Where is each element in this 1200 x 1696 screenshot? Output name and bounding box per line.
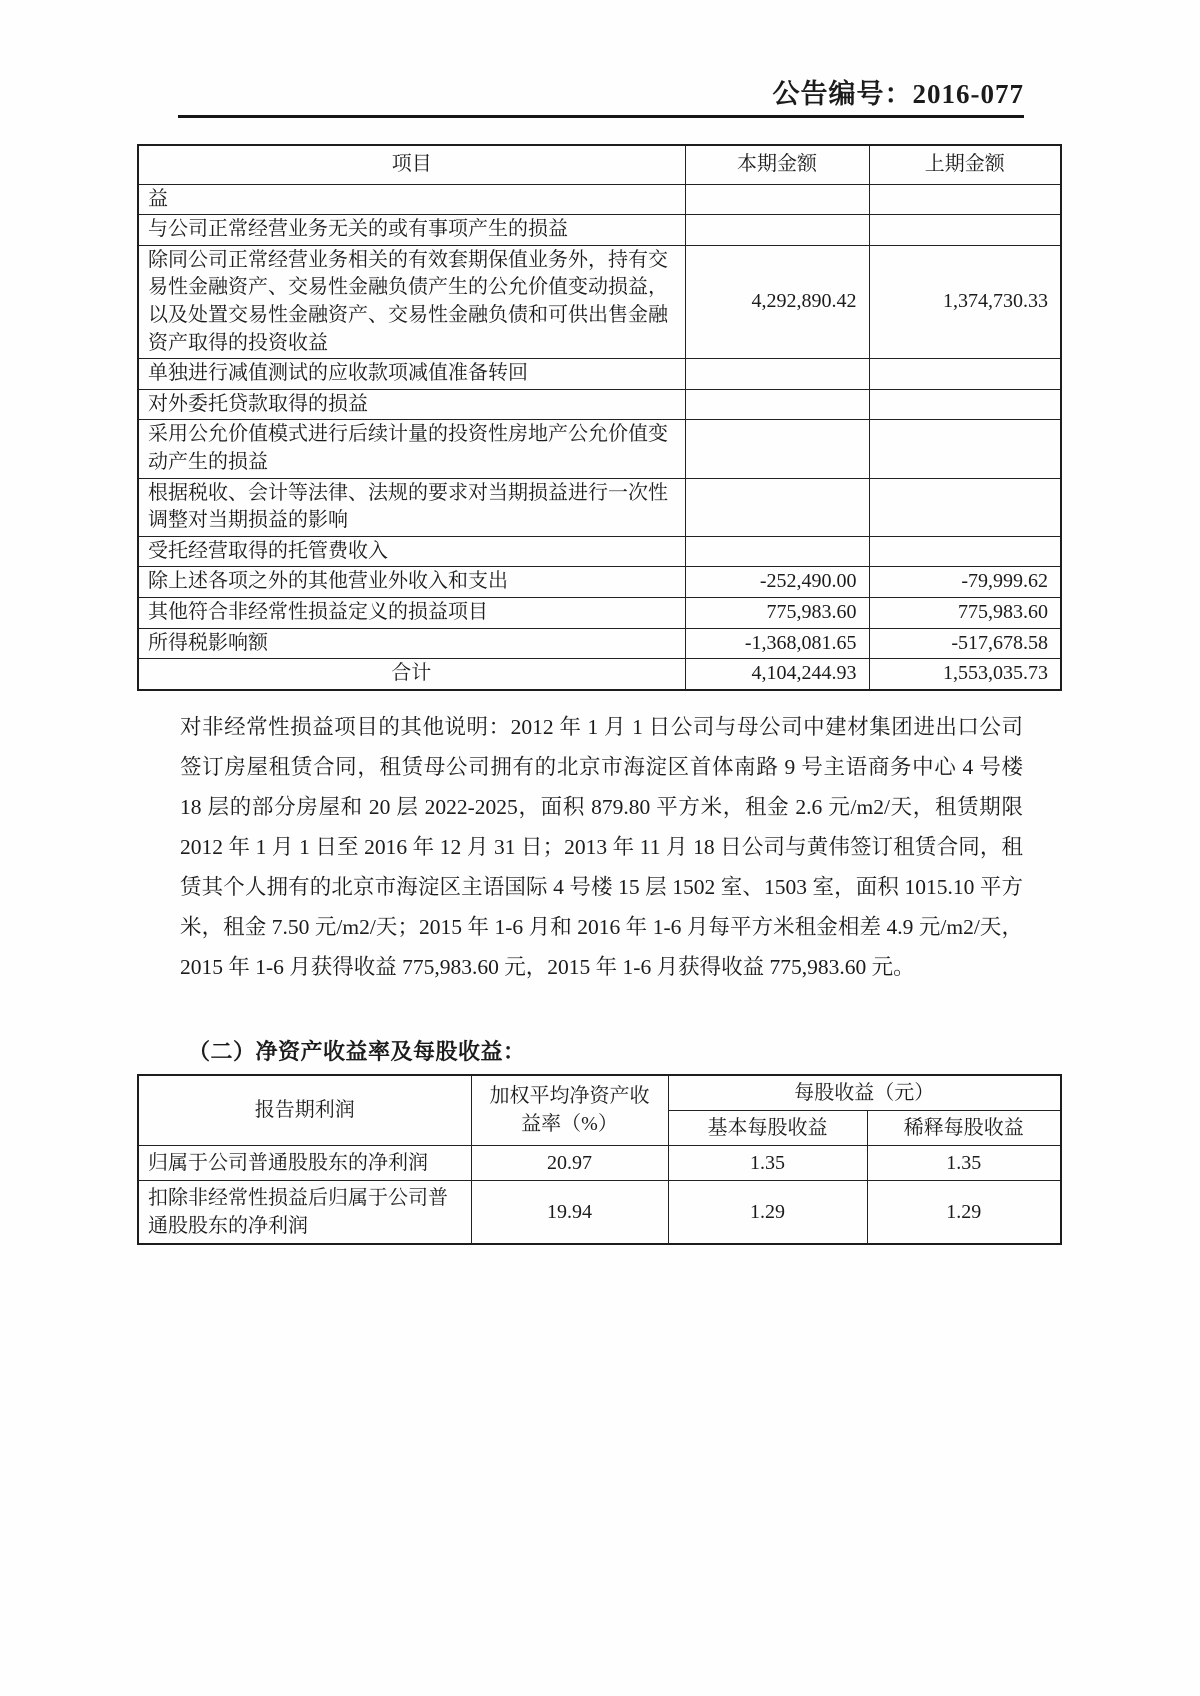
current-amount: 4,292,890.42 <box>685 245 869 358</box>
prior-amount <box>869 420 1061 478</box>
table-row <box>138 215 1061 246</box>
table-row <box>138 1145 1061 1180</box>
table-row <box>138 478 1061 536</box>
non-recurring-items-table <box>137 144 1062 691</box>
current-amount <box>685 389 869 420</box>
table-row <box>138 536 1061 567</box>
prior-amount: 775,983.60 <box>869 597 1061 628</box>
table2-header-row-1 <box>138 1075 1061 1111</box>
total-current-amount: 4,104,244.93 <box>685 659 869 690</box>
basic-eps-value: 1.35 <box>668 1145 867 1180</box>
item-label: 除同公司正常经营业务相关的有效套期保值业务外，持有交易性金融资产、交易性金融负债产生的公允价值变动损益，以及处置交易性金融资产、交易性金融负债和可供出售金融资产取得的投资收益 <box>138 245 685 358</box>
prior-amount <box>869 536 1061 567</box>
table2-col-header-profit: 报告期利润 <box>138 1075 471 1146</box>
table-row <box>138 420 1061 478</box>
item-label: 所得税影响额 <box>138 628 685 659</box>
note-paragraph: 对非经常性损益项目的其他说明：2012 年 1 月 1 日公司与母公司中建材集团进出口公司签订房屋租赁合同，租赁母公司拥有的北京市海淀区首体南路 9 号主语商务中心 4 号楼 18 层的部分房屋和 20 层 2022-2025，面积 879.80 平方米，租金 2.6 元/m2/天，租赁期限 2012 年 1 月 1 日至 2016 年 12 月 31 日；2013 年 11 月 18 日公司与黄伟签订租赁合同，租赁其个人拥有的北京市海淀区主语国际 4 号楼 15 层 1502 室、1503 室，面积 1015.10 平方米，租金 7.50 元/m2/天；2015 年 1-6 月和 2016 年 1-6 月每平方米租金相差 4.9 元/m2/天，2015 年 1-6 月获得收益 775,983.60 元，2015 年 1-6 月获得收益 775,983.60 元。 <box>180 714 1023 979</box>
table-row <box>138 567 1061 598</box>
table2-col-header-basic-eps: 基本每股收益 <box>668 1110 867 1145</box>
prior-amount <box>869 215 1061 246</box>
diluted-eps-value: 1.35 <box>867 1145 1061 1180</box>
prior-amount <box>869 359 1061 390</box>
item-label: 益 <box>138 184 685 215</box>
table1-header-row <box>138 145 1061 184</box>
total-label: 合计 <box>138 659 685 690</box>
roe-value: 19.94 <box>471 1180 668 1244</box>
row-label: 归属于公司普通股股东的净利润 <box>138 1145 471 1180</box>
prior-amount <box>869 389 1061 420</box>
table2-col-header-diluted-eps: 稀释每股收益 <box>867 1110 1061 1145</box>
item-label: 对外委托贷款取得的损益 <box>138 389 685 420</box>
table2-col-header-roe: 加权平均净资产收益率（%） <box>471 1075 668 1146</box>
current-amount: 775,983.60 <box>685 597 869 628</box>
table1-col-header-prior: 上期金额 <box>869 145 1061 184</box>
item-label: 受托经营取得的托管费收入 <box>138 536 685 567</box>
table2-group-header-eps: 每股收益（元） <box>668 1075 1061 1111</box>
current-amount <box>685 359 869 390</box>
row-label: 扣除非经常性损益后归属于公司普通股股东的净利润 <box>138 1180 471 1244</box>
doc-number: 公告编号：2016-077 <box>772 79 1024 109</box>
table-total-row <box>138 659 1061 690</box>
current-amount <box>685 184 869 215</box>
table-row <box>138 184 1061 215</box>
current-amount: -252,490.00 <box>685 567 869 598</box>
table-row <box>138 1180 1061 1244</box>
prior-amount: -79,999.62 <box>869 567 1061 598</box>
table-row <box>138 389 1061 420</box>
current-amount <box>685 215 869 246</box>
prior-amount: -517,678.58 <box>869 628 1061 659</box>
table1-col-header-current: 本期金额 <box>685 145 869 184</box>
current-amount <box>685 536 869 567</box>
table-row <box>138 628 1061 659</box>
current-amount <box>685 478 869 536</box>
table1-col-header-item: 项目 <box>138 145 685 184</box>
item-label: 根据税收、会计等法律、法规的要求对当期损益进行一次性调整对当期损益的影响 <box>138 478 685 536</box>
table-row <box>138 245 1061 358</box>
item-label: 除上述各项之外的其他营业外收入和支出 <box>138 567 685 598</box>
total-prior-amount: 1,553,035.73 <box>869 659 1061 690</box>
basic-eps-value: 1.29 <box>668 1180 867 1244</box>
section-heading: （二）净资产收益率及每股收益： <box>188 1038 526 1064</box>
table-row <box>138 359 1061 390</box>
roe-value: 20.97 <box>471 1145 668 1180</box>
current-amount: -1,368,081.65 <box>685 628 869 659</box>
item-label: 与公司正常经营业务无关的或有事项产生的损益 <box>138 215 685 246</box>
prior-amount: 1,374,730.33 <box>869 245 1061 358</box>
header-rule <box>178 0 1024 118</box>
prior-amount <box>869 184 1061 215</box>
diluted-eps-value: 1.29 <box>867 1180 1061 1244</box>
current-amount <box>685 420 869 478</box>
item-label: 其他符合非经常性损益定义的损益项目 <box>138 597 685 628</box>
item-label: 采用公允价值模式进行后续计量的投资性房地产公允价值变动产生的损益 <box>138 420 685 478</box>
prior-amount <box>869 478 1061 536</box>
table-row <box>138 597 1061 628</box>
roe-eps-table <box>137 1074 1062 1245</box>
item-label: 单独进行减值测试的应收款项减值准备转回 <box>138 359 685 390</box>
